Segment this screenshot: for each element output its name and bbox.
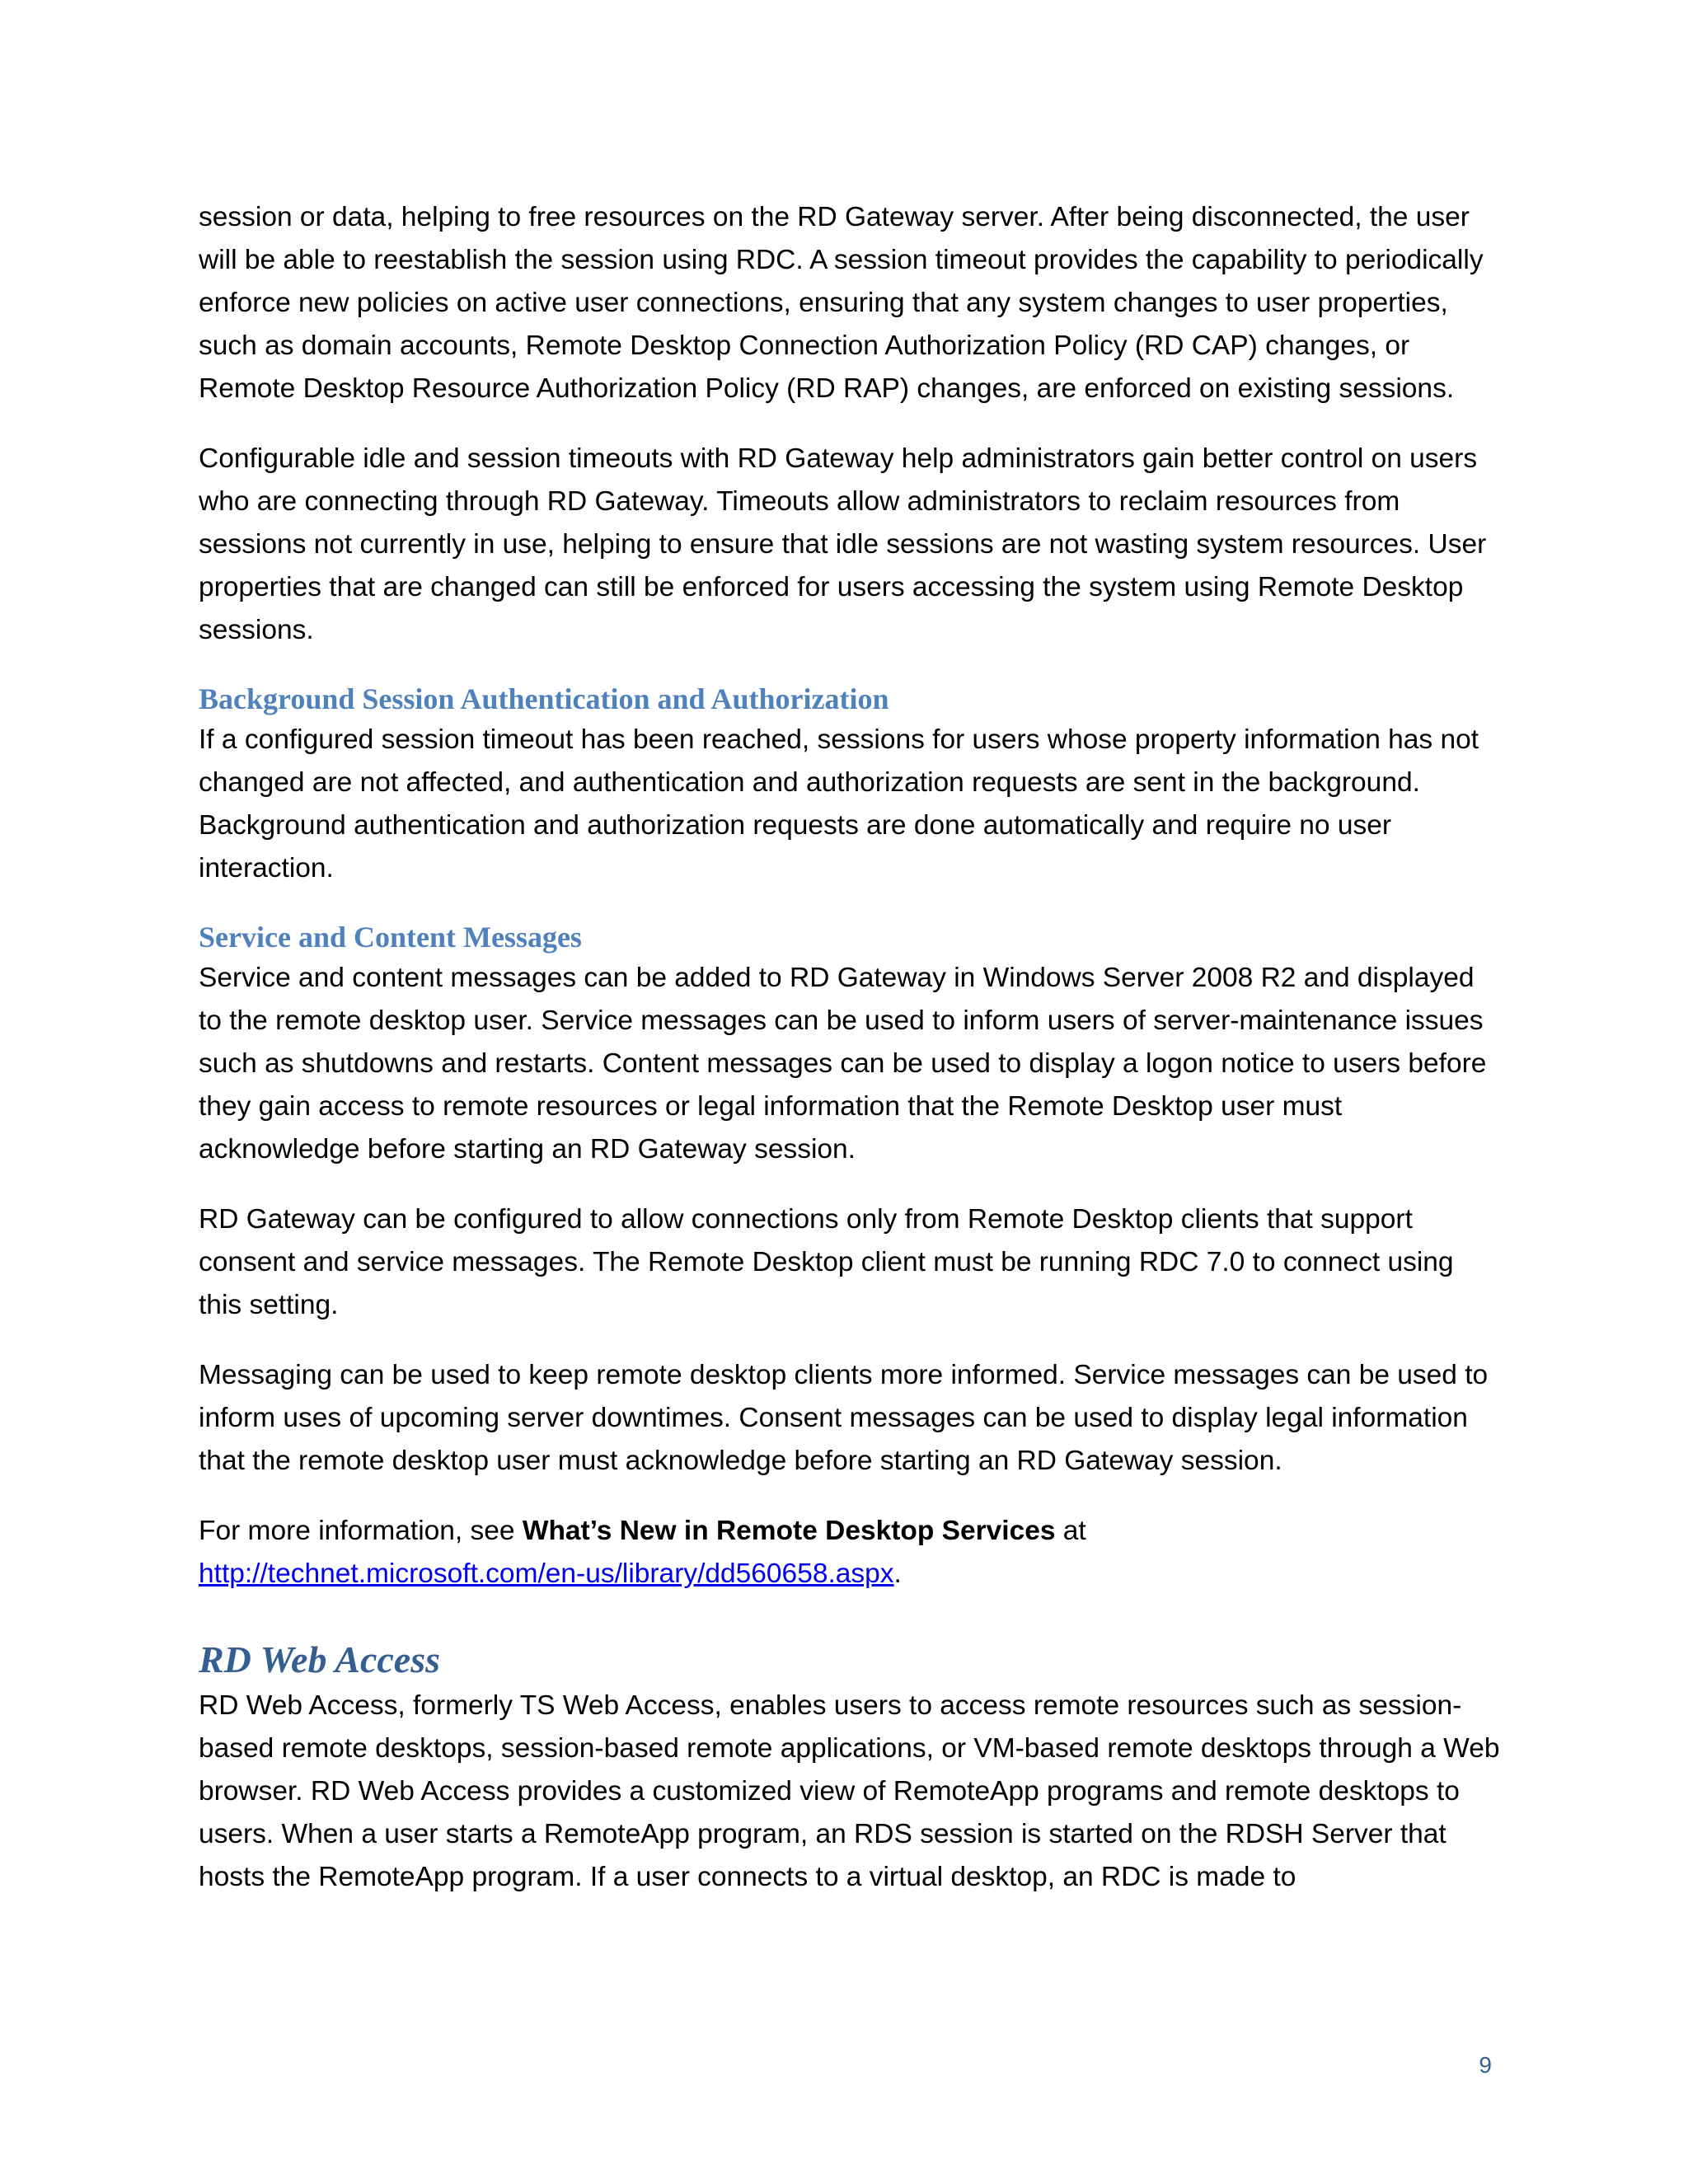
page-number: 9 — [1479, 2052, 1492, 2078]
more-info-mid: at — [1055, 1516, 1086, 1546]
paragraph-configurable-timeouts: Configurable idle and session timeouts with RD Gateway help administrators gain better control on users who are connecting through RD Gateway. Timeouts allow administrators to reclaim resources from sessions not currently in use, helping to ensure that idle sessions are not wasting system resources. User properties that are changed can still be enforced for users accessing the system using Remote Desktop sessions. — [199, 443, 1487, 645]
paragraph-messaging: Messaging can be used to keep remote desktop clients more informed. Service messages can be used to inform uses of upcoming server downtimes. Consent messages can be used to display legal information that the remote desktop user must acknowledge before starting an RD Gateway session. — [199, 1360, 1489, 1476]
more-info-prefix: For more information, see — [199, 1516, 523, 1546]
paragraph-rd-web-access: RD Web Access, formerly TS Web Access, enables users to access remote resources such as session-based remote desktops, session-based remote applications, or VM-based remote desktops through a Web browser. RD Web Access provides a customized view of RemoteApp programs and remote desktops to users. When a user starts a RemoteApp program, an RDS session is started on the RDSH Server that hosts the RemoteApp program. If a user connects to a virtual desktop, an RDC is made to — [199, 1690, 1500, 1892]
paragraph-consent-messages: RD Gateway can be configured to allow connections only from Remote Desktop clients that support consent and service messages. The Remote Desktop client must be running RDC 7.0 to connect using this setting. — [199, 1204, 1454, 1320]
paragraph-service-messages: Service and content messages can be added to RD Gateway in Windows Server 2008 R2 and displayed to the remote desktop user. Service messages can be used to inform users of server-maintenance issues such as shutdowns and restarts. Content messages can be used to display a logon notice to users before they gain access to remote resources or legal information that the Remote Desktop user must acknowledge before starting an RD Gateway session. — [199, 963, 1487, 1165]
heading-service-content-messages: Service and Content Messages — [199, 921, 582, 954]
paragraph-session-timeout: session or data, helping to free resources on the RD Gateway server. After being disconnected, the user will be able to reestablish the session using RDC. A session timeout provides the capability to periodically enforce new policies on active user connections, ensuring that any system changes to user properties, such as domain accounts, Remote Desktop Connection Authorization Policy (RD CAP) changes, or Remote Desktop Resource Authorization Policy (RD RAP) changes, are enforced on existing sessions. — [199, 202, 1484, 404]
more-info-title: What’s New in Remote Desktop Services — [522, 1516, 1056, 1546]
technet-link[interactable]: http://technet.microsoft.com/en-us/library/dd560658.aspx — [199, 1558, 894, 1589]
paragraph-more-information — [199, 1510, 1501, 1596]
heading-rd-web-access: RD Web Access — [199, 1638, 441, 1680]
more-info-suffix: . — [893, 1558, 902, 1589]
heading-background-session: Background Session Authentication and Authorization — [199, 682, 889, 715]
page-content — [199, 196, 1501, 1926]
paragraph-background-session: If a configured session timeout has been reached, sessions for users whose property information has not changed are not affected, and authentication and authorization requests are sent in the background. Background authentication and authorization requests are done automatically and require no user interaction. — [199, 724, 1479, 883]
